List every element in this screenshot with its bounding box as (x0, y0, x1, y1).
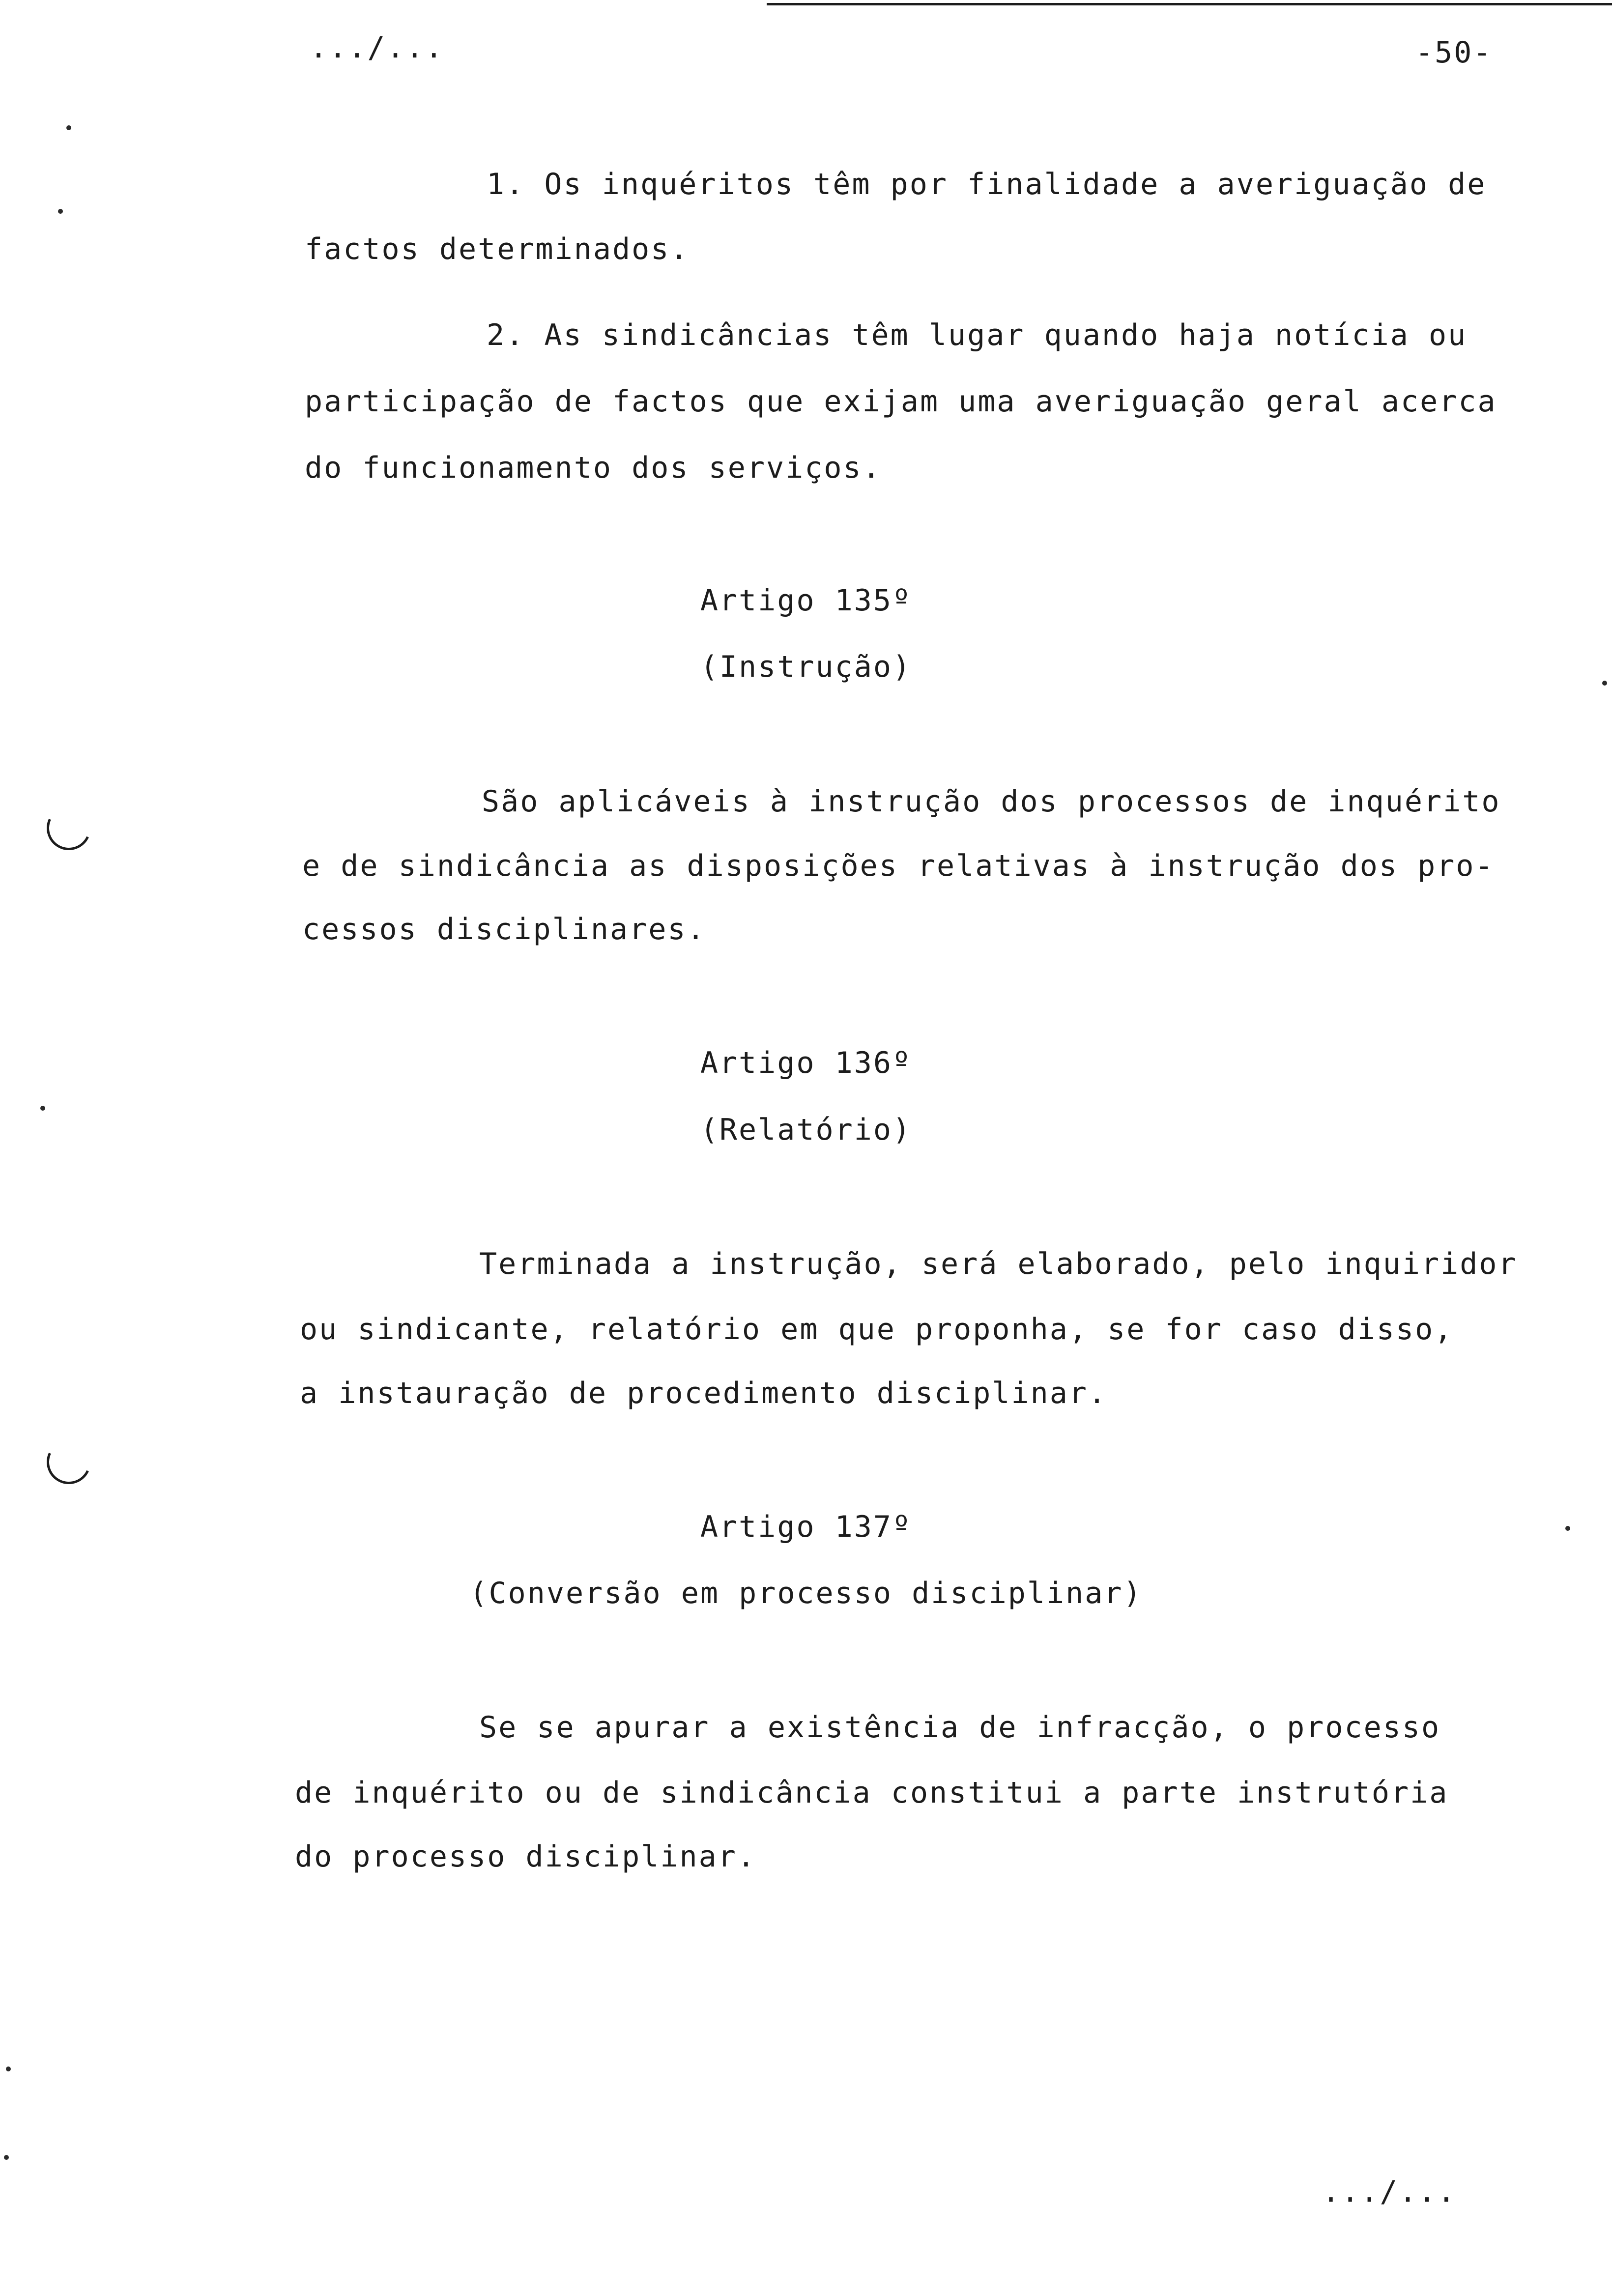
article-136-title: (Relatório) (700, 1113, 912, 1147)
paragraph-1-line-1: 1. Os inquéritos têm por finalidade a averiguação de (487, 167, 1487, 201)
paragraph-2-line-1: 2. As sindicâncias têm lugar quando haja notícia ou (487, 318, 1468, 352)
footer-continuation-mark: .../... (1322, 2175, 1457, 2209)
paragraph-2-line-2: participação de factos que exijam uma averiguação geral acerca (305, 384, 1497, 419)
scan-speck (4, 2155, 9, 2160)
scan-speck (6, 2066, 11, 2071)
page-number: -50- (1415, 35, 1493, 70)
scan-speck (58, 209, 63, 214)
article-137-line-2: de inquérito ou de sindicância constitui a parte instrutória (295, 1776, 1449, 1810)
article-136-line-3: a instauração de procedimento disciplinar. (300, 1376, 1108, 1410)
paragraph-2-line-3: do funcionamento dos serviços. (305, 451, 882, 485)
scan-speck (1602, 681, 1607, 686)
paragraph-1-line-2: factos determinados. (305, 232, 690, 266)
article-137-line-3: do processo disciplinar. (295, 1839, 756, 1874)
scan-speck (1565, 1526, 1570, 1531)
header-continuation-mark: .../... (310, 30, 444, 65)
article-136-line-1: Terminada a instrução, será elaborado, pelo inquiridor (479, 1247, 1518, 1281)
scan-speck (66, 125, 71, 130)
article-135-title: (Instrução) (700, 650, 912, 684)
article-137-title: (Conversão em processo disciplinar) (469, 1576, 1143, 1610)
article-135-line-3: cessos disciplinares. (302, 912, 706, 947)
article-135-line-2: e de sindicância as disposições relativas à instrução dos pro- (302, 849, 1495, 883)
article-135-number: Artigo 135º (700, 583, 912, 618)
binder-hole-mark (40, 1434, 97, 1490)
article-136-line-2: ou sindicante, relatório em que proponha, se for caso disso, (300, 1312, 1454, 1347)
article-135-line-1: São aplicáveis à instrução dos processos de inquérito (482, 784, 1501, 819)
binder-hole-mark (40, 800, 97, 856)
article-137-number: Artigo 137º (700, 1510, 912, 1544)
scan-speck (40, 1106, 45, 1111)
article-137-line-1: Se se apurar a existência de infracção, o processo (479, 1710, 1441, 1745)
article-136-number: Artigo 136º (700, 1046, 912, 1080)
top-rule (767, 3, 1612, 5)
